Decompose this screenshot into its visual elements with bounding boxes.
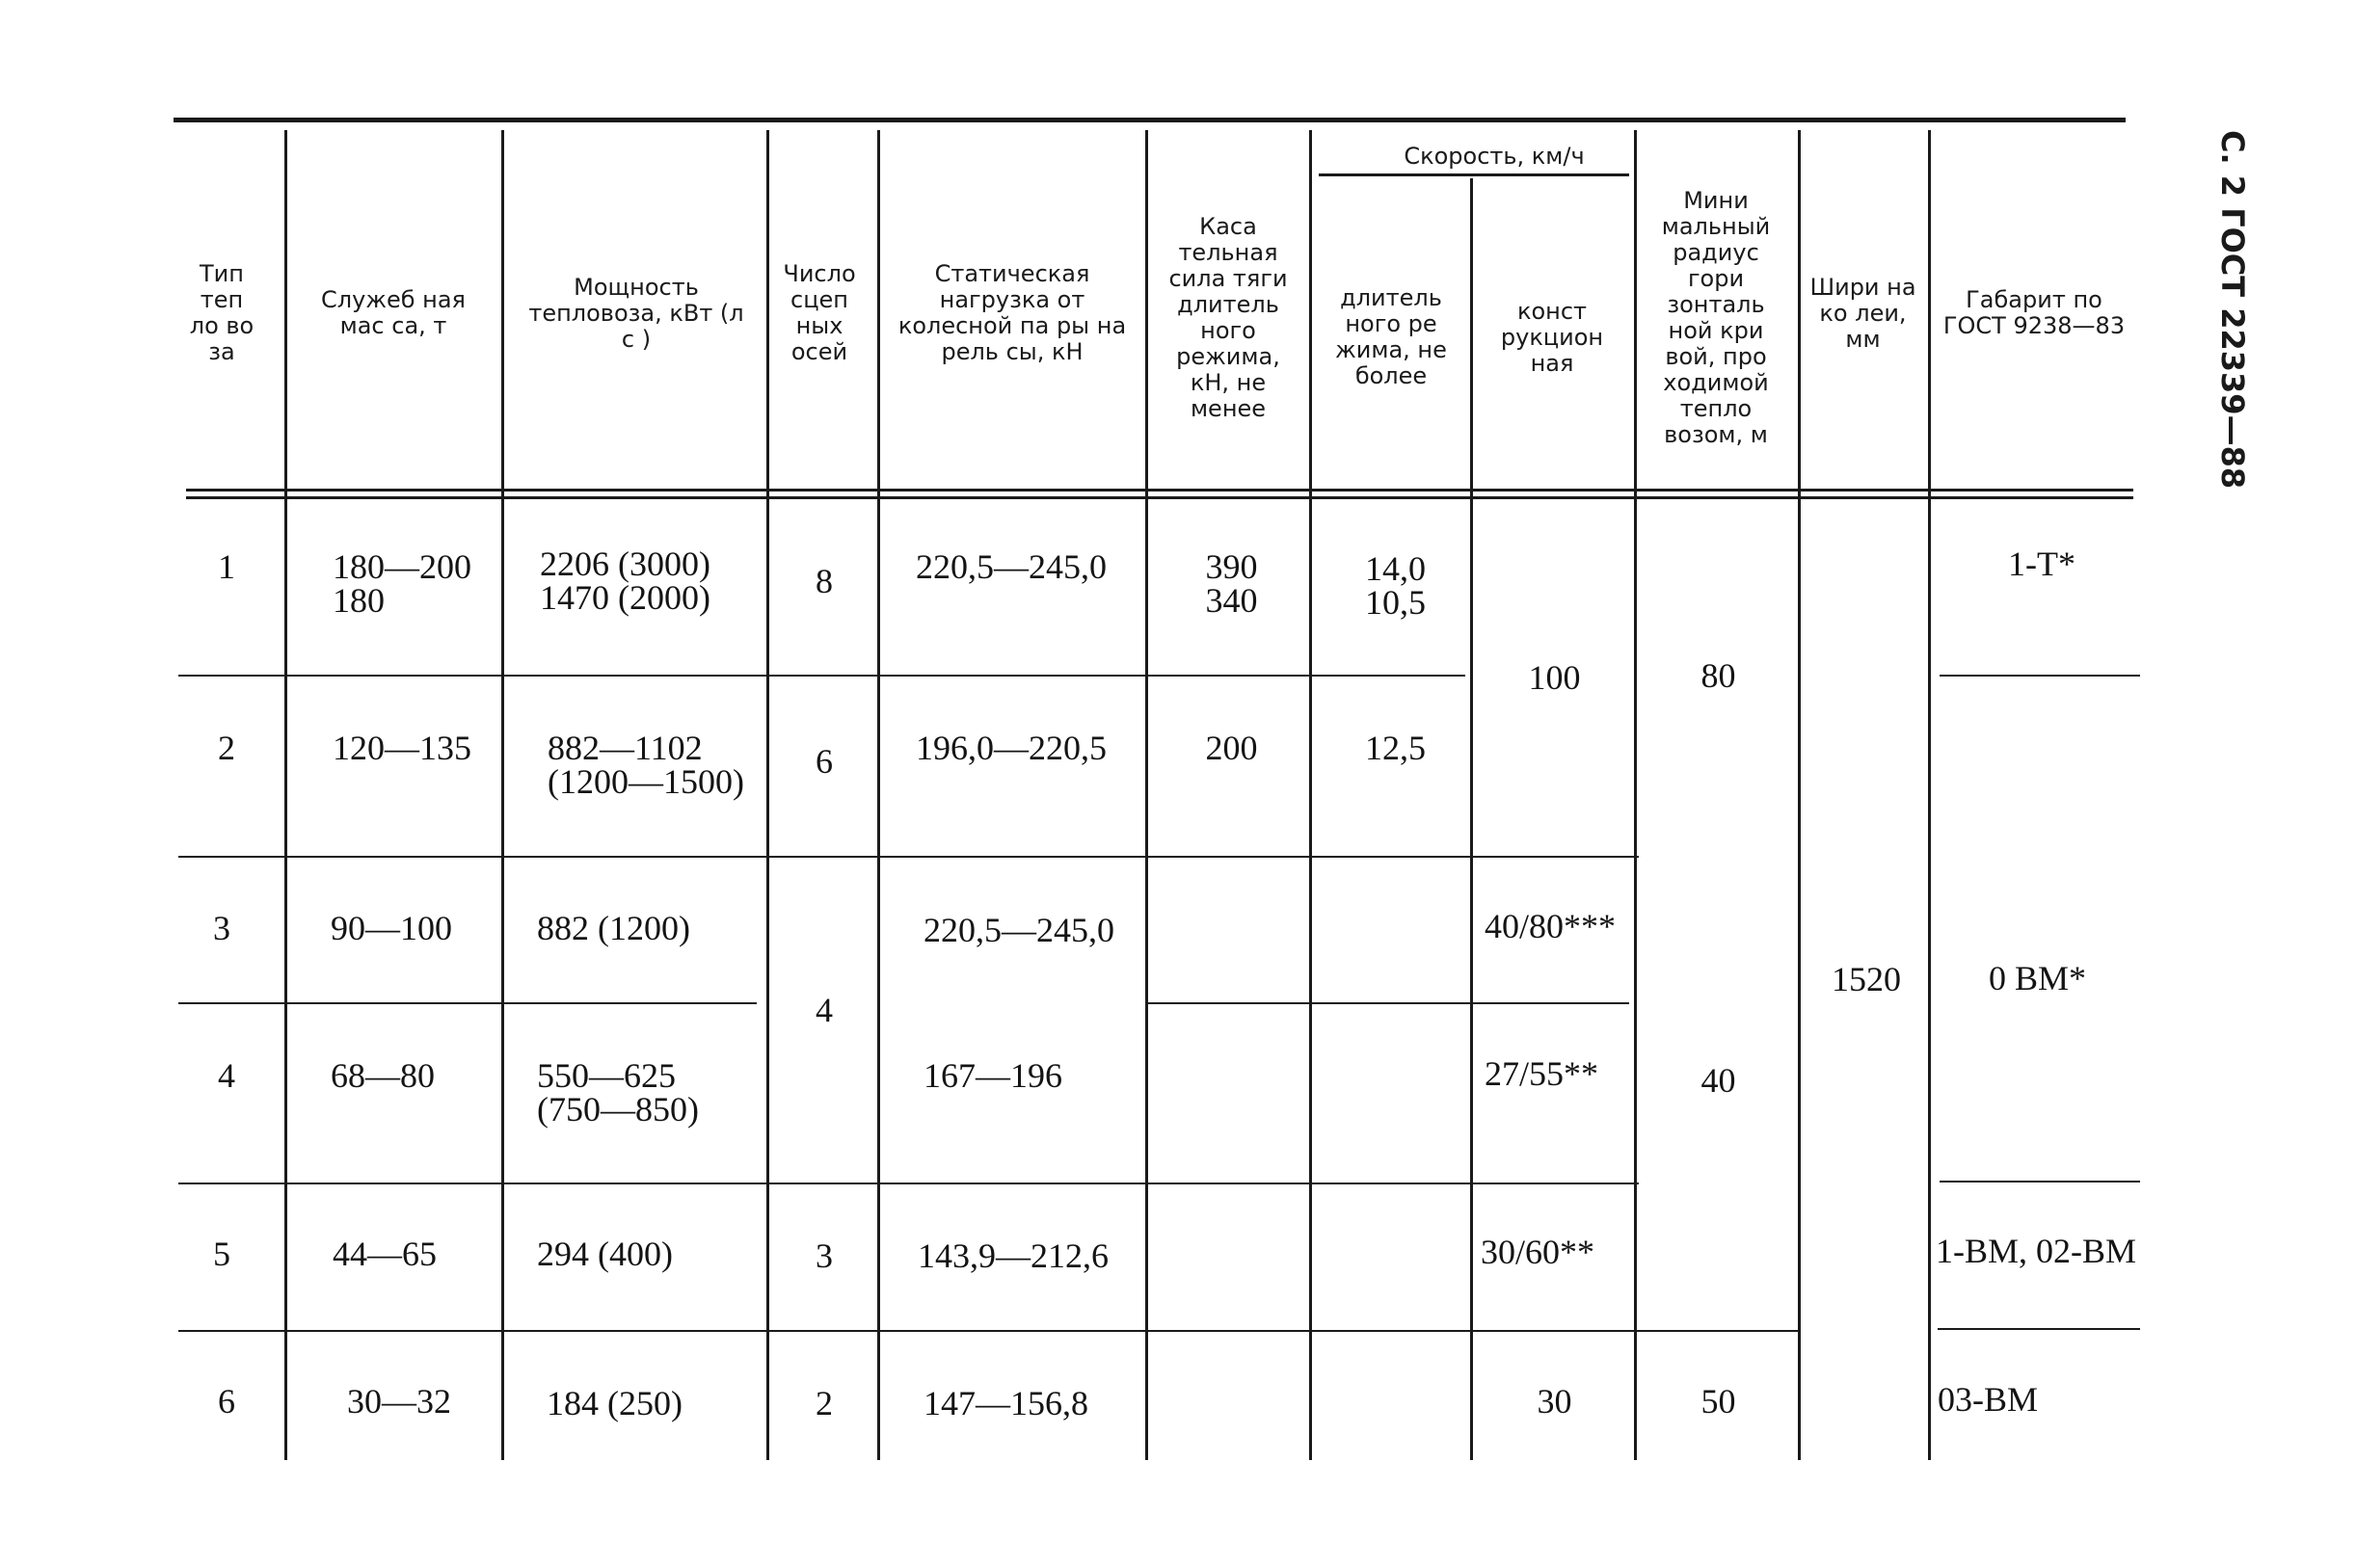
- cell-speed-design: 30/60**: [1481, 1233, 1595, 1271]
- cell-power: 882 (1200): [537, 909, 690, 947]
- header-power: Мощность тепловоза, кВт (л с ): [528, 273, 744, 353]
- cell-gauge-merged: 1520: [1832, 960, 1901, 998]
- cell-type: 1: [218, 547, 235, 586]
- cell-mass: 68—80: [331, 1056, 435, 1095]
- cell-axles-merged: 4: [816, 991, 833, 1029]
- col-rule-4: [877, 130, 880, 1460]
- cell-axles: 2: [816, 1384, 833, 1422]
- cell-speed-design: 27/55**: [1485, 1054, 1599, 1093]
- cell-mass: 180—200: [333, 547, 471, 586]
- cell-power: 1470 (2000): [540, 578, 710, 617]
- row-rule-2: [178, 856, 1639, 858]
- cell-speed-long: 10,5: [1365, 583, 1426, 622]
- cell-power: (1200—1500): [548, 762, 744, 801]
- cell-mass: 180: [333, 581, 385, 620]
- cell-load: 167—196: [924, 1056, 1062, 1095]
- header-type: Тип теп ло во за: [189, 260, 254, 365]
- header-speed-long: длитель ного ре жима, не более: [1335, 284, 1447, 389]
- page-header: С. 2 ГОСТ 22339—88: [2214, 130, 2251, 490]
- cell-type: 5: [213, 1235, 230, 1273]
- cell-load: 147—156,8: [924, 1384, 1088, 1422]
- cell-load: 196,0—220,5: [916, 729, 1107, 767]
- cell-speed-long: 14,0: [1365, 549, 1426, 588]
- cell-power: 294 (400): [537, 1235, 673, 1273]
- cell-load: 220,5—245,0: [924, 911, 1114, 949]
- col-rule-3: [766, 130, 769, 1460]
- cell-clearance: 1-Т*: [2008, 545, 2075, 583]
- row-rule-1: [178, 675, 1465, 677]
- row-rule-5b: [1639, 1330, 1798, 1332]
- cell-axles: 8: [816, 562, 833, 600]
- row-rule-5c: [1938, 1328, 2140, 1330]
- header-mass: Служеб ная мас са, т: [321, 286, 466, 339]
- cell-mass: 90—100: [331, 909, 452, 947]
- cell-load: 143,9—212,6: [918, 1236, 1109, 1275]
- cell-type: 2: [218, 729, 235, 767]
- row-rule-5: [178, 1330, 1639, 1332]
- header-clearance: Габарит по ГОСТ 9238—83: [1942, 286, 2126, 339]
- header-double-rule-2: [186, 496, 2133, 499]
- col-rule-6: [1309, 130, 1312, 1460]
- header-double-rule-1: [186, 489, 2133, 492]
- col-rule-7: [1470, 178, 1473, 1460]
- cell-power: 550—625: [537, 1056, 676, 1095]
- header-speed-group: Скорость, км/ч: [1404, 142, 1585, 170]
- cell-speed-design-merged: 100: [1528, 658, 1581, 697]
- cell-power: 882—1102: [548, 729, 703, 767]
- cell-mass: 30—32: [347, 1382, 451, 1421]
- cell-clearance-merged: 0 ВМ*: [1989, 959, 2087, 997]
- col-rule-8: [1634, 130, 1637, 1460]
- cell-power: 2206 (3000): [540, 545, 710, 583]
- cell-speed-design: 30: [1537, 1382, 1572, 1421]
- header-axles: Число сцеп ных осей: [783, 260, 856, 365]
- cell-type: 6: [218, 1382, 235, 1421]
- cell-power: 184 (250): [547, 1384, 683, 1422]
- col-rule-1: [284, 130, 287, 1460]
- cell-clearance: 1-ВМ, 02-ВМ: [1936, 1232, 2137, 1270]
- col-rule-10: [1928, 130, 1931, 1460]
- col-rule-2: [501, 130, 504, 1460]
- row-rule-3b: [1147, 1002, 1629, 1004]
- cell-force: 390: [1205, 547, 1258, 586]
- table-top-rule: [174, 118, 2126, 122]
- cell-speed-design: 40/80***: [1485, 907, 1617, 945]
- cell-clearance: 03-ВМ: [1938, 1380, 2039, 1419]
- cell-power: (750—850): [537, 1090, 699, 1129]
- cell-radius: 50: [1700, 1382, 1736, 1421]
- header-radius: Мини мальный радиус гори зонталь ной кри вой, про ходимой тепло возом, м: [1661, 187, 1771, 448]
- cell-radius-merged: 40: [1700, 1061, 1736, 1100]
- row-rule-4b: [1940, 1181, 2140, 1183]
- header-speed-design: конст рукцион ная: [1500, 297, 1604, 377]
- speed-group-rule: [1319, 173, 1629, 176]
- header-gauge: Шири на ко леи, мм: [1809, 273, 1916, 353]
- cell-load: 220,5—245,0: [916, 547, 1107, 586]
- col-rule-9: [1798, 130, 1801, 1460]
- cell-speed-long: 12,5: [1365, 729, 1426, 767]
- cell-mass: 44—65: [333, 1235, 437, 1273]
- row-rule-4: [178, 1183, 1639, 1184]
- col-rule-5: [1145, 130, 1148, 1460]
- cell-type: 3: [213, 909, 230, 947]
- cell-force: 340: [1205, 581, 1258, 620]
- header-force: Каса тельная сила тяги длитель ного режима, кН, не менее: [1168, 213, 1288, 422]
- header-load: Статическая нагрузка от колесной па ры на рель сы, кН: [897, 260, 1127, 365]
- cell-axles: 3: [816, 1236, 833, 1275]
- row-rule-1b: [1940, 675, 2140, 677]
- cell-mass: 120—135: [333, 729, 471, 767]
- cell-axles: 6: [816, 742, 833, 781]
- cell-radius-merged: 80: [1700, 656, 1736, 695]
- cell-type: 4: [218, 1056, 235, 1095]
- row-rule-3a: [178, 1002, 757, 1004]
- cell-force: 200: [1205, 729, 1258, 767]
